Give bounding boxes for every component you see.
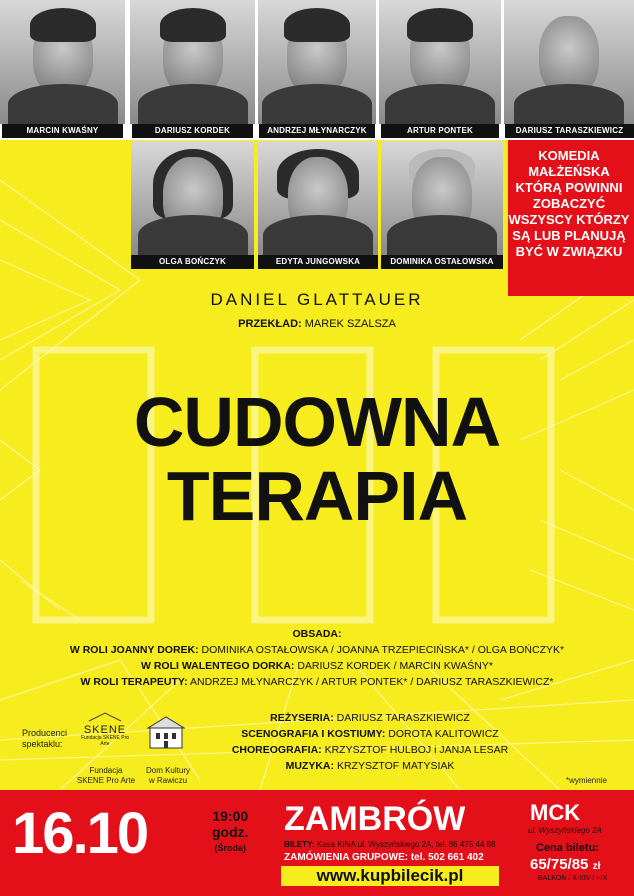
role-label: W ROLI WALENTEGO DORKA: <box>141 660 295 672</box>
portrait-photo <box>258 141 378 255</box>
title-line-2: TERAPIA <box>166 457 468 535</box>
skene-logo-text: SKENE <box>83 724 127 736</box>
skene-logo-sub: Fundacja SKENE Pro Arte <box>80 735 130 747</box>
event-time <box>212 808 249 856</box>
credit-row <box>180 742 560 758</box>
event-day: (Środa) <box>214 843 247 853</box>
building-icon <box>146 714 186 750</box>
tagline-line: ZOBACZYĆ <box>532 196 606 211</box>
skene-logo <box>80 712 130 747</box>
producer-caption-line: Dom Kultury <box>145 766 190 775</box>
portrait-photo <box>0 0 125 124</box>
price-value: 65/75/85 <box>530 856 589 873</box>
portrait-photo <box>131 141 254 255</box>
tagline-line: WSZYSCY KTÓRZY <box>508 212 630 227</box>
cast-role-row <box>0 674 634 690</box>
tagline-line: BYĆ W ZWIĄZKU <box>515 244 623 259</box>
venue-logo: MCK <box>530 800 581 825</box>
skene-roof-icon <box>87 712 123 722</box>
credit-label: MUZYKA: <box>285 760 335 772</box>
producer-caption-line: w Rawiczu <box>148 776 188 785</box>
seat-zones: BALKON / X-XIV / I-IX <box>538 875 608 882</box>
price-label: Cena biletu: <box>536 842 599 854</box>
tagline-line: MAŁŻEŃSKA <box>528 164 610 179</box>
portrait-photo <box>504 0 634 124</box>
producers-label <box>22 728 67 750</box>
footnote: *wymiennie <box>566 776 607 785</box>
tagline-line: SĄ LUB PLANUJĄ <box>512 228 626 243</box>
portrait-photo <box>381 141 503 255</box>
ticket-url-link[interactable]: www.kupbilecik.pl <box>281 866 499 886</box>
credit-value: DOROTA KALITOWICZ <box>388 728 499 740</box>
role-label: W ROLI JOANNY DOREK: <box>69 644 199 656</box>
event-date: 16.10 <box>12 801 148 866</box>
title-line-1: CUDOWNA <box>133 383 501 461</box>
credit-row <box>180 726 560 742</box>
ticket-price <box>530 856 600 873</box>
portrait-photo <box>258 0 376 124</box>
event-city: ZAMBRÓW <box>284 800 466 838</box>
portrait-photo <box>379 0 501 124</box>
credit-value: KRZYSZTOF MATYSIAK <box>336 760 455 772</box>
time-value: 19:00 <box>212 808 249 824</box>
cast-name-label: MARCIN KWAŚNY <box>2 124 123 138</box>
producer-caption <box>74 766 138 786</box>
portrait-photo <box>130 0 255 124</box>
cast-name-label: DOMINIKA OSTAŁOWSKA <box>381 255 503 269</box>
credit-value: KRZYSZTOF HULBOJ i JANJA LESAR <box>324 744 509 756</box>
tagline-line: KTÓRĄ POWINNI <box>515 180 623 195</box>
cast-name-label: EDYTA JUNGOWSKA <box>258 255 378 269</box>
role-actors: DOMINIKA OSTAŁOWSKA / JOANNA TRZEPIECIŃSKA* / OLGA BOŃCZYK* <box>201 644 565 656</box>
cast-role-row <box>0 642 634 658</box>
credit-label: REŻYSERIA: <box>270 712 334 724</box>
producer-caption-line: Fundacja <box>89 766 123 775</box>
cast-section <box>0 626 634 690</box>
translation-label: PRZEKŁAD: <box>238 318 302 330</box>
producer-caption-line: SKENE Pro Arte <box>76 776 136 785</box>
author: DANIEL GLATTAUER <box>210 290 424 309</box>
translator-name: MAREK SZALSZA <box>304 318 396 330</box>
cast-name-label: DARIUSZ TARASZKIEWICZ <box>505 124 634 138</box>
price-currency: zł <box>592 861 601 872</box>
credit-label: SCENOGRAFIA I KOSTIUMY: <box>241 728 386 740</box>
tickets-label: BILETY: <box>284 840 315 849</box>
cast-name-label: ARTUR PONTEK <box>381 124 499 138</box>
credit-value: DARIUSZ TARASZKIEWICZ <box>336 712 470 724</box>
producers-label-line: spektaklu: <box>22 739 63 749</box>
tickets-text: Kasa KINA ul. Wyszyńskiego 2A, tel. 86 475 44 88 <box>316 840 496 849</box>
role-actors: ANDRZEJ MŁYNARCZYK / ARTUR PONTEK* / DARIUSZ TARASZKIEWICZ* <box>190 676 554 688</box>
cast-name-label: ANDRZEJ MŁYNARCZYK <box>259 124 375 138</box>
role-actors: DARIUSZ KORDEK / MARCIN KWAŚNY* <box>297 660 493 672</box>
credit-label: CHOREOGRAFIA: <box>231 744 322 756</box>
group-orders: ZAMÓWIENIA GRUPOWE: tel. 502 661 402 <box>284 852 484 863</box>
credit-row <box>180 758 560 774</box>
credits-section <box>180 710 560 774</box>
tagline-line: KOMEDIA <box>538 148 600 163</box>
translation-credit <box>0 318 634 330</box>
cast-role-row <box>0 658 634 674</box>
venue-address: ul. Wyszyńskiego 2A <box>528 826 602 835</box>
credit-row <box>180 710 560 726</box>
ticket-info <box>284 840 495 849</box>
producers-label-line: Producenci <box>22 728 68 738</box>
tagline-box <box>508 140 634 296</box>
time-suffix: godz. <box>212 824 249 840</box>
producer-caption <box>140 766 196 786</box>
cast-heading: OBSADA: <box>292 628 342 640</box>
role-label: W ROLI TERAPEUTY: <box>80 676 188 688</box>
cast-name-label: DARIUSZ KORDEK <box>132 124 253 138</box>
cast-name-label: OLGA BOŃCZYK <box>131 255 254 269</box>
